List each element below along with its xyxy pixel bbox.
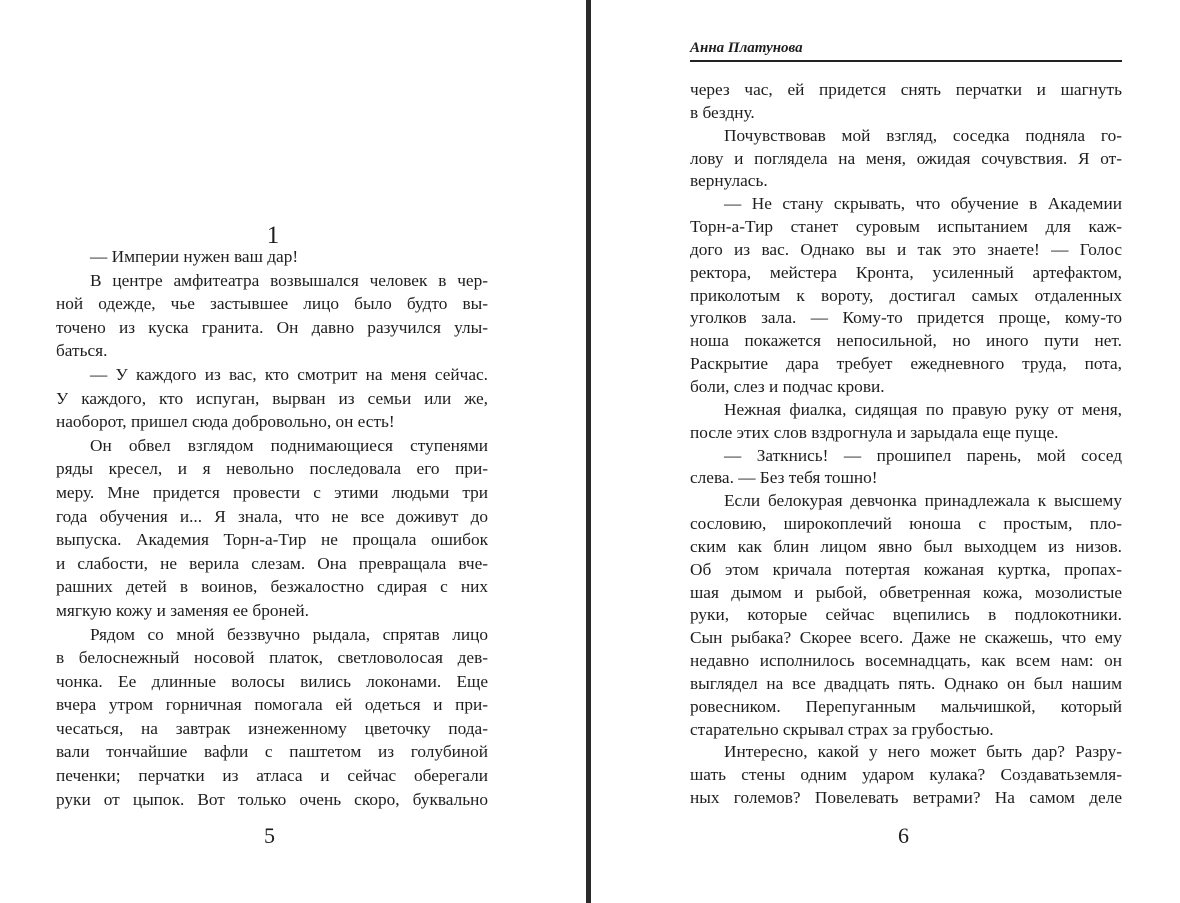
chapter-number: 1 (266, 222, 280, 249)
text-line: ной одежде, чье застывшее лицо было будто вы- (56, 294, 488, 314)
text-line: через час, ей придется снять перчатки и шагнуть (690, 80, 1122, 99)
text-line: наоборот, пришел сюда добровольно, он есть! (56, 412, 395, 432)
text-line: в белоснежный носовой платок, светловолосая дев- (56, 648, 488, 668)
paragraph (690, 741, 1122, 810)
text-line: чесаться, на завтрак изнеженному цветочку пода- (56, 718, 488, 738)
text-line: меру. Мне придется провести с этими людьми три (56, 482, 488, 502)
text-line: шая дымом и рыбой, обветренная кожа, мозолистые (690, 582, 1122, 602)
text-line: ректора, мейстера Кронта, усиленный артефактом, (690, 262, 1122, 282)
text-line: сословию, широкоплечий юноша с простым, пло- (690, 514, 1122, 534)
paragraph (690, 125, 1122, 194)
text-line: вчера утром горничная помогала ей одеться и при- (56, 695, 488, 715)
text-line: Торн-а-Тир станет суровым испытанием для каж- (690, 217, 1122, 237)
text-line: ных големов? Повелевать ветрами? На самом деле (690, 788, 1122, 808)
paragraph (690, 399, 1122, 445)
text-line: Об этом кричала потертая кожаная куртка, пропах- (690, 559, 1122, 579)
text-line: точено из куска гранита. Он давно разучился улы- (56, 317, 488, 337)
text-line: уголков зала. — Кому-то придется проще, кому-то (690, 308, 1122, 328)
text-line: чонка. Ее длинные волосы вились локонами. Еще (56, 671, 488, 691)
left-page-text (56, 245, 488, 811)
paragraph (690, 193, 1122, 399)
text-line: старательно скрывал страх за грубостью. (690, 719, 994, 739)
text-line: лову и поглядела на меня, ожидая сочувствия. Я от- (690, 148, 1122, 168)
text-line: Он обвел взглядом поднимающиеся ступенями (90, 435, 488, 455)
text-line: — У каждого из вас, кто смотрит на меня сейчас. (90, 364, 488, 384)
text-line: недавно исполнилось восемнадцать, как всем нам: он (690, 651, 1122, 671)
right-page (593, 0, 1180, 903)
left-page (0, 0, 586, 903)
text-line: ровесником. Перепуганным мальчишкой, который (690, 696, 1122, 716)
text-line: мягкую кожу и заменяя ее броней. (56, 600, 309, 620)
text-line: — Не стану скрывать, что обучение в Академии (724, 194, 1122, 214)
text-line: — Империи нужен ваш дар! (90, 247, 299, 266)
paragraph (56, 623, 488, 812)
text-line: Нежная фиалка, сидящая по правую руку от меня, (724, 399, 1122, 419)
text-line: В центре амфитеатра возвышался человек в чер- (90, 270, 488, 290)
text-line: Почувствовав мой взгляд, соседка подняла го- (724, 125, 1122, 145)
text-line: ноша покажется непосильной, но иного пути нет. (690, 331, 1122, 351)
text-line: баться. (56, 341, 108, 361)
paragraph (690, 79, 1122, 125)
page-number-right: 6 (898, 823, 909, 848)
text-line: ряды кресел, и я невольно последовала его при- (56, 459, 488, 479)
text-line: вернулась. (690, 171, 768, 191)
text-line: приколотым к вороту, достигал самых отдаленных (690, 285, 1122, 305)
paragraph (690, 490, 1122, 741)
text-line: в бездну. (690, 102, 755, 122)
text-line: Рядом со мной беззвучно рыдала, спрятав лицо (90, 624, 488, 644)
text-line: года обучения и... Я знала, что не все доживут до (56, 506, 488, 526)
text-line: слева. — Без тебя тошно! (690, 468, 878, 488)
text-line: У каждого, кто испуган, вырван из семьи или же, (56, 388, 488, 408)
running-head-author: Анна Платунова (690, 40, 803, 56)
text-line: дого из вас. Однако вы и так это знаете! — Голос (690, 239, 1122, 259)
paragraph (56, 434, 488, 623)
paragraph (56, 363, 488, 434)
text-line: выпуска. Академия Торн-а-Тир не прощала ошибок (56, 530, 488, 550)
text-line: печенки; перчатки из атласа и сейчас оберегали (56, 766, 488, 786)
text-line: боли, слез и подчас крови. (690, 376, 885, 396)
text-line: рашних детей в воинов, безжалостно сдирая с них (56, 577, 488, 597)
page-number-left: 5 (264, 823, 275, 848)
paragraph (56, 245, 488, 269)
text-line: Если белокурая девчонка принадлежала к высшему (724, 491, 1122, 511)
right-page-text (690, 79, 1122, 810)
text-line: Сын рыбака? Скорее всего. Даже не скажешь, что ему (690, 628, 1122, 648)
text-line: Интересно, какой у него может быть дар? Разру- (724, 742, 1122, 762)
text-line: — Заткнись! — прошипел парень, мой сосед (724, 445, 1122, 465)
header-rule (690, 60, 1122, 62)
book-spine-divider (586, 0, 591, 903)
text-line: руки, которые сейчас вцепились в подлокотники. (690, 605, 1122, 625)
text-line: после этих слов вздрогнула и зарыдала еще пуще. (690, 422, 1059, 442)
text-line: ским как блин лицом явно был выходцем из низов. (690, 536, 1122, 556)
text-line: и слабости, не верила слезам. Она превращала вче- (56, 553, 488, 573)
text-line: шать стены одним ударом кулака? Создаватьземля- (690, 765, 1122, 785)
text-line: Раскрытие дара требует ежедневного труда, пота, (690, 354, 1122, 374)
text-line: руки от цыпок. Вот только очень скоро, буквально (56, 789, 488, 809)
text-line: вали тончайшие вафли с паштетом из голубиной (56, 742, 488, 762)
text-line: выглядел на все двадцать пять. Однако он был нашим (690, 673, 1122, 693)
paragraph (690, 445, 1122, 491)
paragraph (56, 269, 488, 363)
